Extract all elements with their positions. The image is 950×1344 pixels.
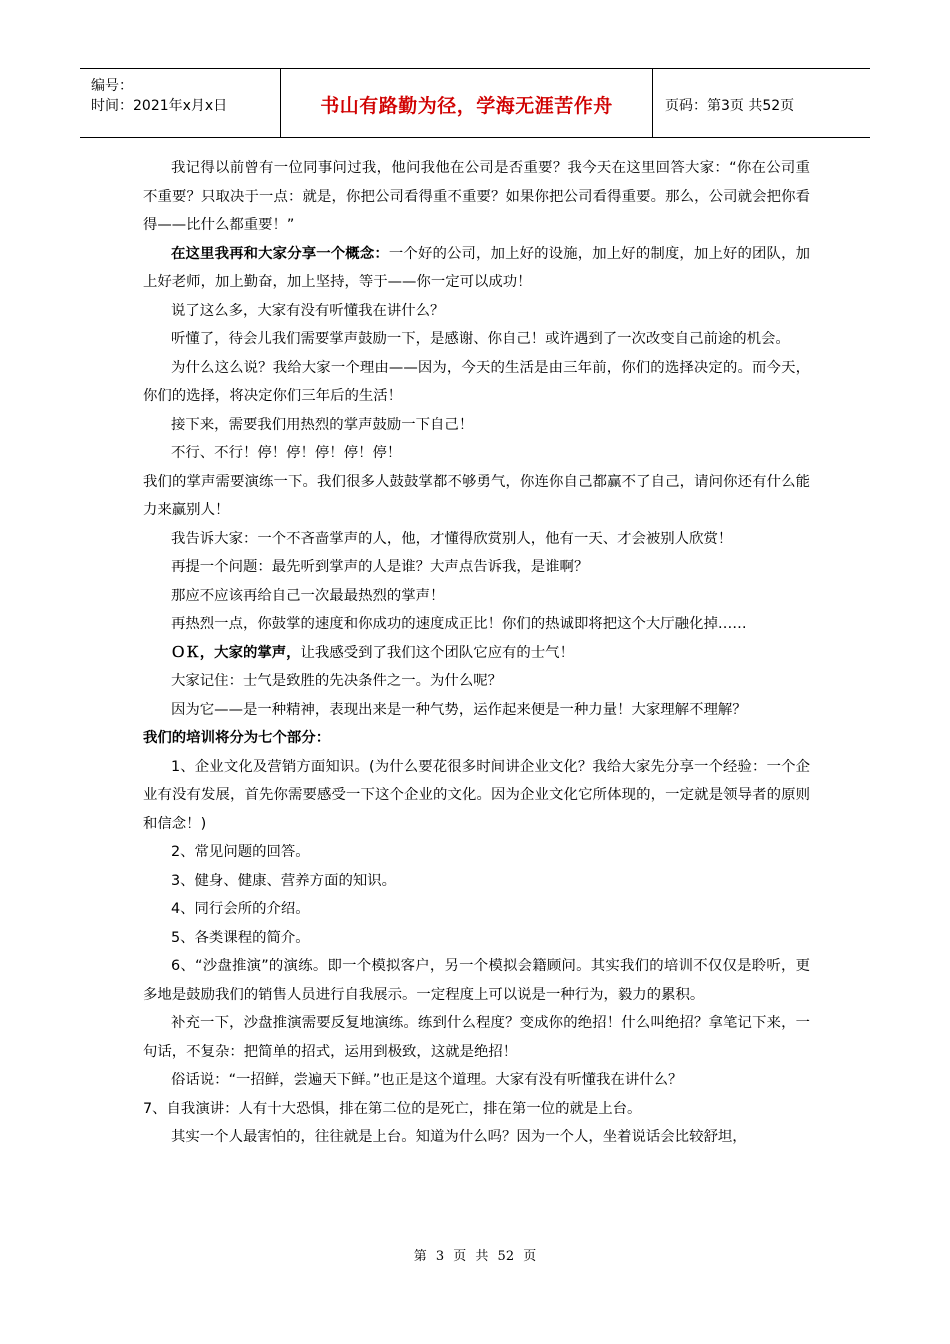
list-item: 7、自我演讲：人有十大恐惧，排在第二位的是死亡，排在第一位的就是上台。 xyxy=(143,1100,642,1117)
paragraph: 听懂了，待会儿我们需要掌声鼓励一下，是感谢、你自己！或许遇到了一次改变自己前途的机会。 xyxy=(171,331,790,347)
paragraph: 大家记住：士气是致胜的先决条件之一。为什么呢？ xyxy=(171,673,502,689)
paragraph-text: 让我感受到了我们这个团队它应有的士气！ xyxy=(300,644,574,661)
list-item: 1、企业文化及营销方面知识。(为什么要花很多时间讲企业文化？我给大家先分享一个经验：一个企业有没有发展，首先你需要感受一下这个企业的文化。因为企业文化它所体现的，一定就是领导者的原则和信念！) xyxy=(143,758,810,832)
document-body xyxy=(143,154,810,1152)
list-item: 4、同行会所的介绍。 xyxy=(171,901,310,917)
paragraph xyxy=(143,639,810,668)
paragraph: 因为它——是一种精神，表现出来是一种气势，运作起来便是一种力量！大家理解不理解？ xyxy=(171,701,747,718)
paragraph: 我们的掌声需要演练一下。我们很多人鼓鼓掌都不够勇气，你连你自己都赢不了自己，请问你还有什么能力来赢别人！ xyxy=(143,473,810,518)
list-item: 5、各类课程的简介。 xyxy=(171,929,310,946)
paragraph-text: 一个好的公司，加上好的设施，加上好的制度，加上好的团队，加上好老师，加上勤奋，加上坚持，等于——你一定可以成功！ xyxy=(143,245,810,290)
paragraph: 补充一下，沙盘推演需要反复地演练。练到什么程度？变成你的绝招！什么叫绝招？拿笔记下来，一句话，不复杂：把简单的招式，运用到极致，这就是绝招！ xyxy=(143,1015,810,1060)
paragraph: 接下来，需要我们用热烈的掌声鼓励一下自己！ xyxy=(171,416,474,433)
section-heading: 我们的培训将分为七个部分： xyxy=(143,730,331,746)
page-footer: 第 3 页 共 52 页 xyxy=(413,1249,537,1264)
paragraph: 不行、不行！停！停！停！停！停！ xyxy=(171,445,402,461)
paragraph: 我记得以前曾有一位同事问过我，他问我他在公司是否重要？我今天在这里回答大家：“你在公司重不重要？只取决于一点：就是，你把公司看得重不重要？如果你把公司看得重要。那么，公司就会把你看得——比什么都重要！” xyxy=(143,160,810,233)
paragraph: 其实一个人最害怕的，往往就是上台。知道为什么吗？因为一个人，坐着说话会比较舒坦， xyxy=(171,1129,747,1145)
paragraph: 我告诉大家：一个不吝啬掌声的人，他，才懂得欣赏别人，他有一天、才会被别人欣赏！ xyxy=(171,530,733,547)
paragraph: 为什么这么说？我给大家一个理由——因为，今天的生活是由三年前，你们的选择决定的。而今天，你们的选择，将决定你们三年后的生活！ xyxy=(143,359,810,404)
paragraph: 说了这么多，大家有没有听懂我在讲什么？ xyxy=(171,302,445,319)
document-date-label: 时间：2021年x月x日 xyxy=(91,98,228,114)
paragraph xyxy=(143,240,810,297)
document-header xyxy=(80,68,870,138)
list-item: 2、常见问题的回答。 xyxy=(171,844,310,860)
header-page-cell xyxy=(653,69,870,137)
paragraph: 俗话说：“一招鲜，尝遍天下鲜。”也正是这个道理。大家有没有听懂我在讲什么？ xyxy=(171,1072,683,1088)
document-number-label: 编号： xyxy=(91,78,133,94)
bold-lead: ＯＫ，大家的掌声， xyxy=(171,644,301,661)
header-meta-cell xyxy=(80,69,281,137)
list-item: 3、健身、健康、营养方面的知识。 xyxy=(171,872,397,889)
paragraph: 那应不应该再给自己一次最最热烈的掌声！ xyxy=(171,587,445,604)
paragraph: 再热烈一点，你鼓掌的速度和你成功的速度成正比！你们的热诚即将把这个大厅融化掉…… xyxy=(171,616,747,632)
paragraph: 再提一个问题：最先听到掌声的人是谁？大声点告诉我，是谁啊？ xyxy=(171,559,589,575)
header-page-info: 页码：第3页 共52页 xyxy=(665,98,795,114)
list-item: 6、“沙盘推演”的演练。即一个模拟客户，另一个模拟会籍顾问。其实我们的培训不仅仅是聆听，更多地是鼓励我们的销售人员进行自我展示。一定程度上可以说是一种行为，毅力的累积。 xyxy=(143,958,810,1003)
bold-lead: 在这里我再和大家分享一个概念： xyxy=(171,245,389,262)
header-motto-cell xyxy=(281,69,653,137)
header-motto: 书山有路勤为径，学海无涯苦作舟 xyxy=(320,95,613,117)
